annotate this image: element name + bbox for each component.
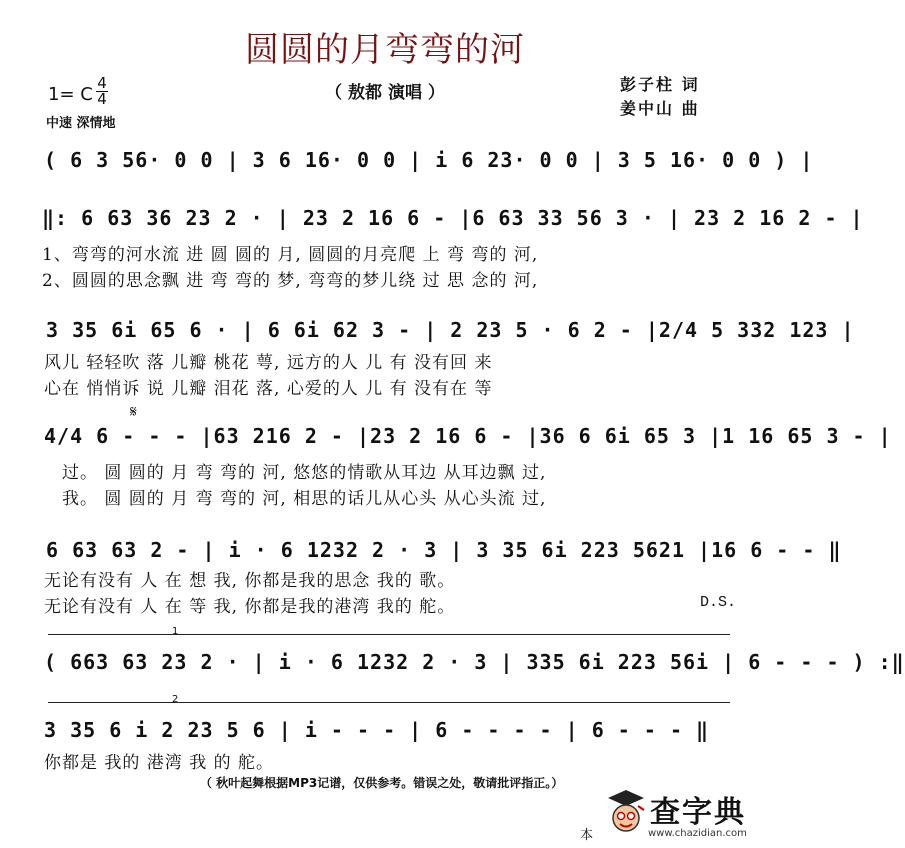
score-row-3: 3 35 6i 65 6 · | 6 6i 62 3 - | 2 23 5 · 6 2 - |2/4 5 332 123 | — [46, 318, 855, 342]
segno-icon: 𝄋 — [130, 402, 137, 421]
page-title: 圆圆的月弯弯的河 — [245, 30, 525, 70]
score-row-7: 3 35 6 i 2 23 5 6 | i - - - | 6 - - - - | 6 - - - ‖ — [44, 718, 710, 742]
score-row-5: 6 63 63 2 - | i · 6 1232 2 · 3 | 3 35 6i 223 5621 |16 6 - - ‖ — [46, 538, 842, 562]
dal-segno-mark: D.S. — [700, 594, 737, 611]
tempo-marking: 中速 深情地 — [46, 116, 116, 131]
key-text: 1= C — [48, 84, 93, 105]
score-row-1: ( 6 3 56· 0 0 | 3 6 16· 0 0 | i 6 23· 0 0 | 3 5 16· 0 0 ) | — [44, 148, 814, 172]
mascot-icon — [604, 786, 648, 838]
score-row-2: ‖: 6 63 36 23 2 · | 23 2 16 6 - |6 63 33 56 3 · | 23 2 16 2 - | — [42, 206, 864, 230]
score-row-6: ( 663 63 23 2 · | i · 6 1232 2 · 3 | 335 6i 223 56i | 6 - - - ) :‖ — [44, 650, 905, 674]
score-row-4: 4/4 6 - - - |63 216 2 - |23 2 16 6 - |36 6 6i 65 3 |1 16 65 3 - | — [44, 424, 892, 448]
key-signature — [48, 84, 93, 105]
volta-bracket-2 — [48, 702, 730, 703]
time-signature — [96, 76, 108, 107]
time-denominator: 4 — [97, 90, 107, 108]
singer-credit: （ 敖都 演唱 ） — [325, 83, 445, 103]
volta-bracket-1 — [48, 634, 730, 635]
lyric-row-2-verse-2: 2、圆圆的思念飘 进 弯 弯的 梦, 弯弯的梦儿绕 过 思 念的 河, — [42, 271, 539, 291]
lyricist-credit: 彭子柱 词 — [620, 75, 700, 94]
time-numerator: 4 — [97, 74, 107, 92]
lyric-row-5-verse-2: 无论有没有 人 在 等 我, 你都是我的港湾 我的 舵。 — [44, 597, 456, 617]
lyric-row-4-verse-2: 我。 圆 圆的 月 弯 弯的 河, 相思的话儿从心头 从心头流 过, — [62, 489, 547, 509]
lyric-row-3-verse-2: 心在 悄悄诉 说 儿瓣 泪花 落, 心爱的人 儿 有 没有在 等 — [44, 379, 493, 399]
composer-credit: 姜中山 曲 — [620, 99, 700, 118]
lyric-row-4-verse-1: 过。 圆 圆的 月 弯 弯的 河, 悠悠的情歌从耳边 从耳边飘 过, — [62, 463, 547, 483]
logo-url: www.chazidian.com — [648, 828, 747, 839]
page-mark: 本 — [580, 828, 594, 843]
logo-text: 查字典 — [650, 795, 746, 830]
volta-number-1: 1 — [172, 626, 179, 637]
lyric-row-2-verse-1: 1、弯弯的河水流 进 圆 圆的 月, 圆圆的月亮爬 上 弯 弯的 河, — [42, 245, 539, 265]
transcription-note: （ 秋叶起舞根据MP3记谱，仅供参考。错误之处，敬请批评指正。） — [200, 776, 564, 790]
lyric-row-7: 你都是 我的 港湾 我 的 舵。 — [44, 753, 275, 773]
lyric-row-3-verse-1: 风儿 轻轻吹 落 儿瓣 桃花 萼, 远方的人 儿 有 没有回 来 — [44, 353, 493, 373]
lyric-row-5-verse-1: 无论有没有 人 在 想 我, 你都是我的思念 我的 歌。 — [44, 571, 456, 591]
volta-number-2: 2 — [172, 694, 179, 705]
